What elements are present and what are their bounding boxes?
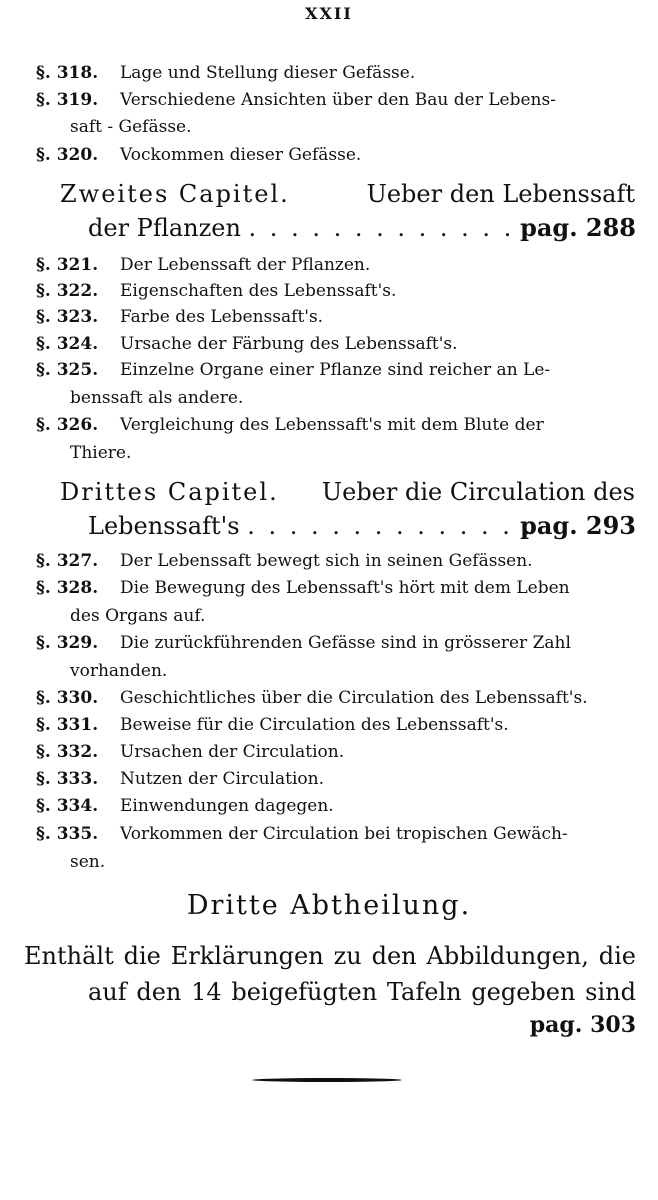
entry-continuation: saft - Gefässe.: [70, 117, 192, 137]
toc-entry: [36, 739, 636, 765]
page-reference: pag. 288: [520, 213, 636, 242]
decorative-rule: [252, 1078, 402, 1082]
entry-text: Der Lebenssaft bewegt sich in seinen Gefässen.: [120, 551, 533, 571]
toc-entry: [36, 304, 636, 330]
toc-entry: [36, 685, 636, 711]
chapter-title: Ueber die Circulation des: [321, 478, 635, 506]
entry-text: Die zurückführenden Gefässe sind in grösserer Zahl: [120, 633, 571, 653]
page-reference: pag. 303: [529, 1012, 636, 1038]
entry-number: §. 335.: [36, 824, 99, 844]
entry-number: §. 332.: [36, 742, 99, 762]
toc-entry: [36, 712, 636, 738]
entry-number: §. 322.: [36, 281, 99, 301]
entry-text: Einzelne Organe einer Pflanze sind reicher an Le-: [120, 360, 551, 380]
toc-entry: [36, 793, 636, 819]
chapter-title: Ueber den Lebenssaft: [366, 180, 635, 208]
section-description-cont: auf den 14 beigefügten Tafeln gegeben sind: [88, 978, 636, 1006]
chapter-heading: [60, 476, 635, 508]
chapter-label: Drittes Capitel.: [60, 478, 279, 506]
page-number: XXII: [305, 4, 353, 23]
entry-continuation: vorhanden.: [70, 661, 168, 681]
entry-continuation: Thiere.: [70, 443, 132, 463]
toc-entry: [36, 630, 636, 656]
entry-number: §. 334.: [36, 796, 99, 816]
entry-continuation: des Organs auf.: [70, 606, 206, 626]
entry-text: Die Bewegung des Lebenssaft's hört mit dem Leben: [120, 578, 570, 598]
toc-entry: [36, 252, 636, 278]
entry-number: §. 328.: [36, 578, 99, 598]
page-reference: pag. 293: [520, 511, 636, 540]
entry-number: §. 331.: [36, 715, 99, 735]
entry-text: Farbe des Lebenssaft's.: [120, 307, 324, 327]
entry-number: §. 327.: [36, 551, 99, 571]
leader-dots: . . . . . . . . . . . . .: [248, 214, 515, 242]
chapter-label: Zweites Capitel.: [60, 180, 290, 208]
toc-entry: [36, 357, 636, 383]
entry-continuation: sen.: [70, 852, 106, 872]
toc-entry: [36, 60, 636, 86]
chapter-title-cont: Lebenssaft's: [88, 512, 240, 540]
chapter-title-cont: der Pflanzen: [88, 214, 241, 242]
entry-text: Nutzen der Circulation.: [120, 769, 324, 789]
entry-number: §. 321.: [36, 255, 99, 275]
entry-text: Verschiedene Ansichten über den Bau der Lebens-: [120, 90, 556, 110]
toc-entry: [36, 412, 636, 438]
toc-entry: [36, 331, 636, 357]
entry-text: Ursachen der Circulation.: [120, 742, 345, 762]
leader-dots: . . . . . . . . . . . . . . .: [247, 512, 556, 540]
chapter-heading: [60, 178, 635, 210]
toc-entry: [36, 575, 636, 601]
entry-number: §. 325.: [36, 360, 99, 380]
entry-text: Ursache der Färbung des Lebenssaft's.: [120, 334, 458, 354]
entry-number: §. 323.: [36, 307, 99, 327]
entry-number: §. 330.: [36, 688, 99, 708]
entry-text: Vorkommen der Circulation bei tropischen Gewäch-: [120, 824, 568, 844]
toc-entry: [36, 87, 636, 113]
entry-number: §. 319.: [36, 90, 99, 110]
entry-text: Vockommen dieser Gefässe.: [120, 145, 362, 165]
entry-number: §. 329.: [36, 633, 99, 653]
toc-entry: [36, 278, 636, 304]
entry-number: §. 333.: [36, 769, 99, 789]
entry-continuation: benssaft als andere.: [70, 388, 244, 408]
entry-text: Geschichtliches über die Circulation des Lebenssaft's.: [120, 688, 588, 708]
entry-number: §. 320.: [36, 145, 99, 165]
toc-entry: [36, 142, 636, 168]
section-title: Dritte Abtheilung.: [186, 890, 472, 921]
entry-number: §. 318.: [36, 63, 99, 83]
entry-number: §. 326.: [36, 415, 99, 435]
chapter-heading-line2: [88, 212, 636, 244]
toc-entry: [36, 766, 636, 792]
entry-text: Der Lebenssaft der Pflanzen.: [120, 255, 371, 275]
entry-text: Einwendungen dagegen.: [120, 796, 334, 816]
chapter-heading-line2: [88, 510, 636, 542]
entry-text: Lage und Stellung dieser Gefässe.: [120, 63, 416, 83]
entry-text: Eigenschaften des Lebenssaft's.: [120, 281, 397, 301]
entry-text: Vergleichung des Lebenssaft's mit dem Blute der: [120, 415, 544, 435]
toc-entry: [36, 548, 636, 574]
entry-number: §. 324.: [36, 334, 99, 354]
entry-text: Beweise für die Circulation des Lebenssaft's.: [120, 715, 509, 735]
toc-entry: [36, 821, 636, 847]
section-description: Enthält die Erklärungen zu den Abbildungen, die: [24, 942, 636, 970]
